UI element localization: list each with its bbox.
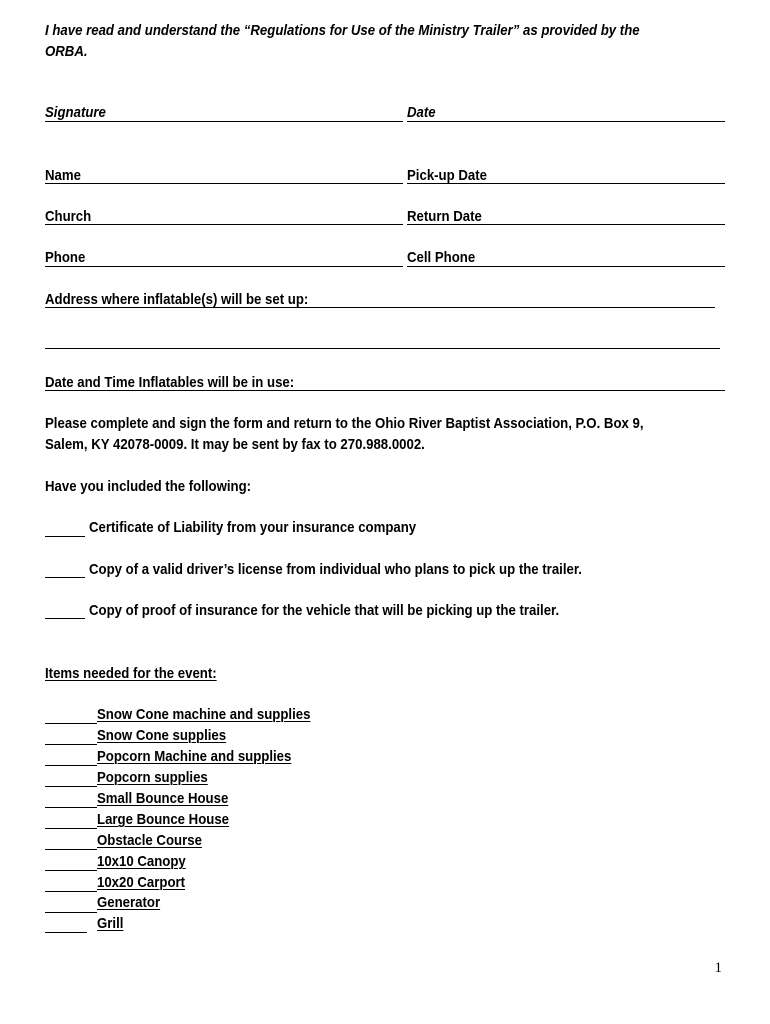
name-line[interactable] — [45, 183, 403, 184]
name-label: Name — [45, 167, 81, 184]
item-blank[interactable] — [45, 891, 97, 892]
instructions-line-2: Salem, KY 42078-0009. It may be sent by fax to 270.988.0002. — [45, 436, 425, 453]
church-label: Church — [45, 208, 92, 225]
list-item: Popcorn Machine and supplies — [97, 748, 292, 765]
checklist-blank[interactable] — [45, 577, 85, 578]
checklist-item: Certificate of Liability from your insurance company — [89, 519, 417, 536]
items-needed-heading: Items needed for the event: — [45, 665, 217, 682]
acknowledgement-line-1: I have read and understand the “Regulations for Use of the Ministry Trailer” as provided by the — [45, 22, 640, 39]
list-item: Snow Cone machine and supplies — [97, 706, 311, 723]
item-blank[interactable] — [45, 786, 97, 787]
pickup-date-line[interactable] — [407, 183, 725, 184]
checklist-item: Copy of a valid driver’s license from individual who plans to pick up the trailer. — [89, 561, 582, 578]
list-item: Grill — [97, 915, 124, 932]
date-line[interactable] — [407, 121, 725, 122]
pickup-date-label: Pick-up Date — [407, 167, 487, 184]
item-blank[interactable] — [45, 849, 97, 850]
signature-line[interactable] — [45, 121, 403, 122]
item-blank[interactable] — [45, 870, 97, 871]
item-blank[interactable] — [45, 807, 97, 808]
cell-phone-line[interactable] — [407, 266, 725, 267]
list-item: Obstacle Course — [97, 832, 202, 849]
page-number: 1 — [714, 960, 722, 976]
item-blank[interactable] — [45, 828, 97, 829]
list-item: 10x20 Carport — [97, 874, 186, 891]
signature-label: Signature — [45, 104, 106, 121]
acknowledgement-line-2: ORBA. — [45, 43, 88, 60]
date-label: Date — [407, 104, 436, 121]
date-time-line[interactable] — [45, 390, 725, 391]
item-blank[interactable] — [45, 932, 87, 933]
instructions-line-1: Please complete and sign the form and return to the Ohio River Baptist Association, P.O. Box 9, — [45, 415, 644, 432]
list-item: Small Bounce House — [97, 790, 229, 807]
list-item: Large Bounce House — [97, 811, 230, 828]
phone-line[interactable] — [45, 266, 403, 267]
phone-label: Phone — [45, 249, 86, 266]
cell-phone-label: Cell Phone — [407, 249, 476, 266]
item-blank[interactable] — [45, 912, 97, 913]
list-item: 10x10 Canopy — [97, 853, 186, 870]
return-date-line[interactable] — [407, 224, 725, 225]
checklist-item: Copy of proof of insurance for the vehicle that will be picking up the trailer. — [89, 602, 560, 619]
item-blank[interactable] — [45, 765, 97, 766]
date-time-label: Date and Time Inflatables will be in use: — [45, 374, 295, 391]
address-label: Address where inflatable(s) will be set up: — [45, 291, 309, 308]
checklist-heading: Have you included the following: — [45, 478, 252, 495]
church-line[interactable] — [45, 224, 403, 225]
item-blank[interactable] — [45, 744, 97, 745]
address-line[interactable] — [45, 307, 715, 308]
checklist-blank[interactable] — [45, 536, 85, 537]
return-date-label: Return Date — [407, 208, 482, 225]
item-blank[interactable] — [45, 723, 97, 724]
address-line-2[interactable] — [45, 348, 720, 349]
list-item: Snow Cone supplies — [97, 727, 227, 744]
list-item: Popcorn supplies — [97, 769, 208, 786]
checklist-blank[interactable] — [45, 618, 85, 619]
list-item: Generator — [97, 894, 161, 911]
